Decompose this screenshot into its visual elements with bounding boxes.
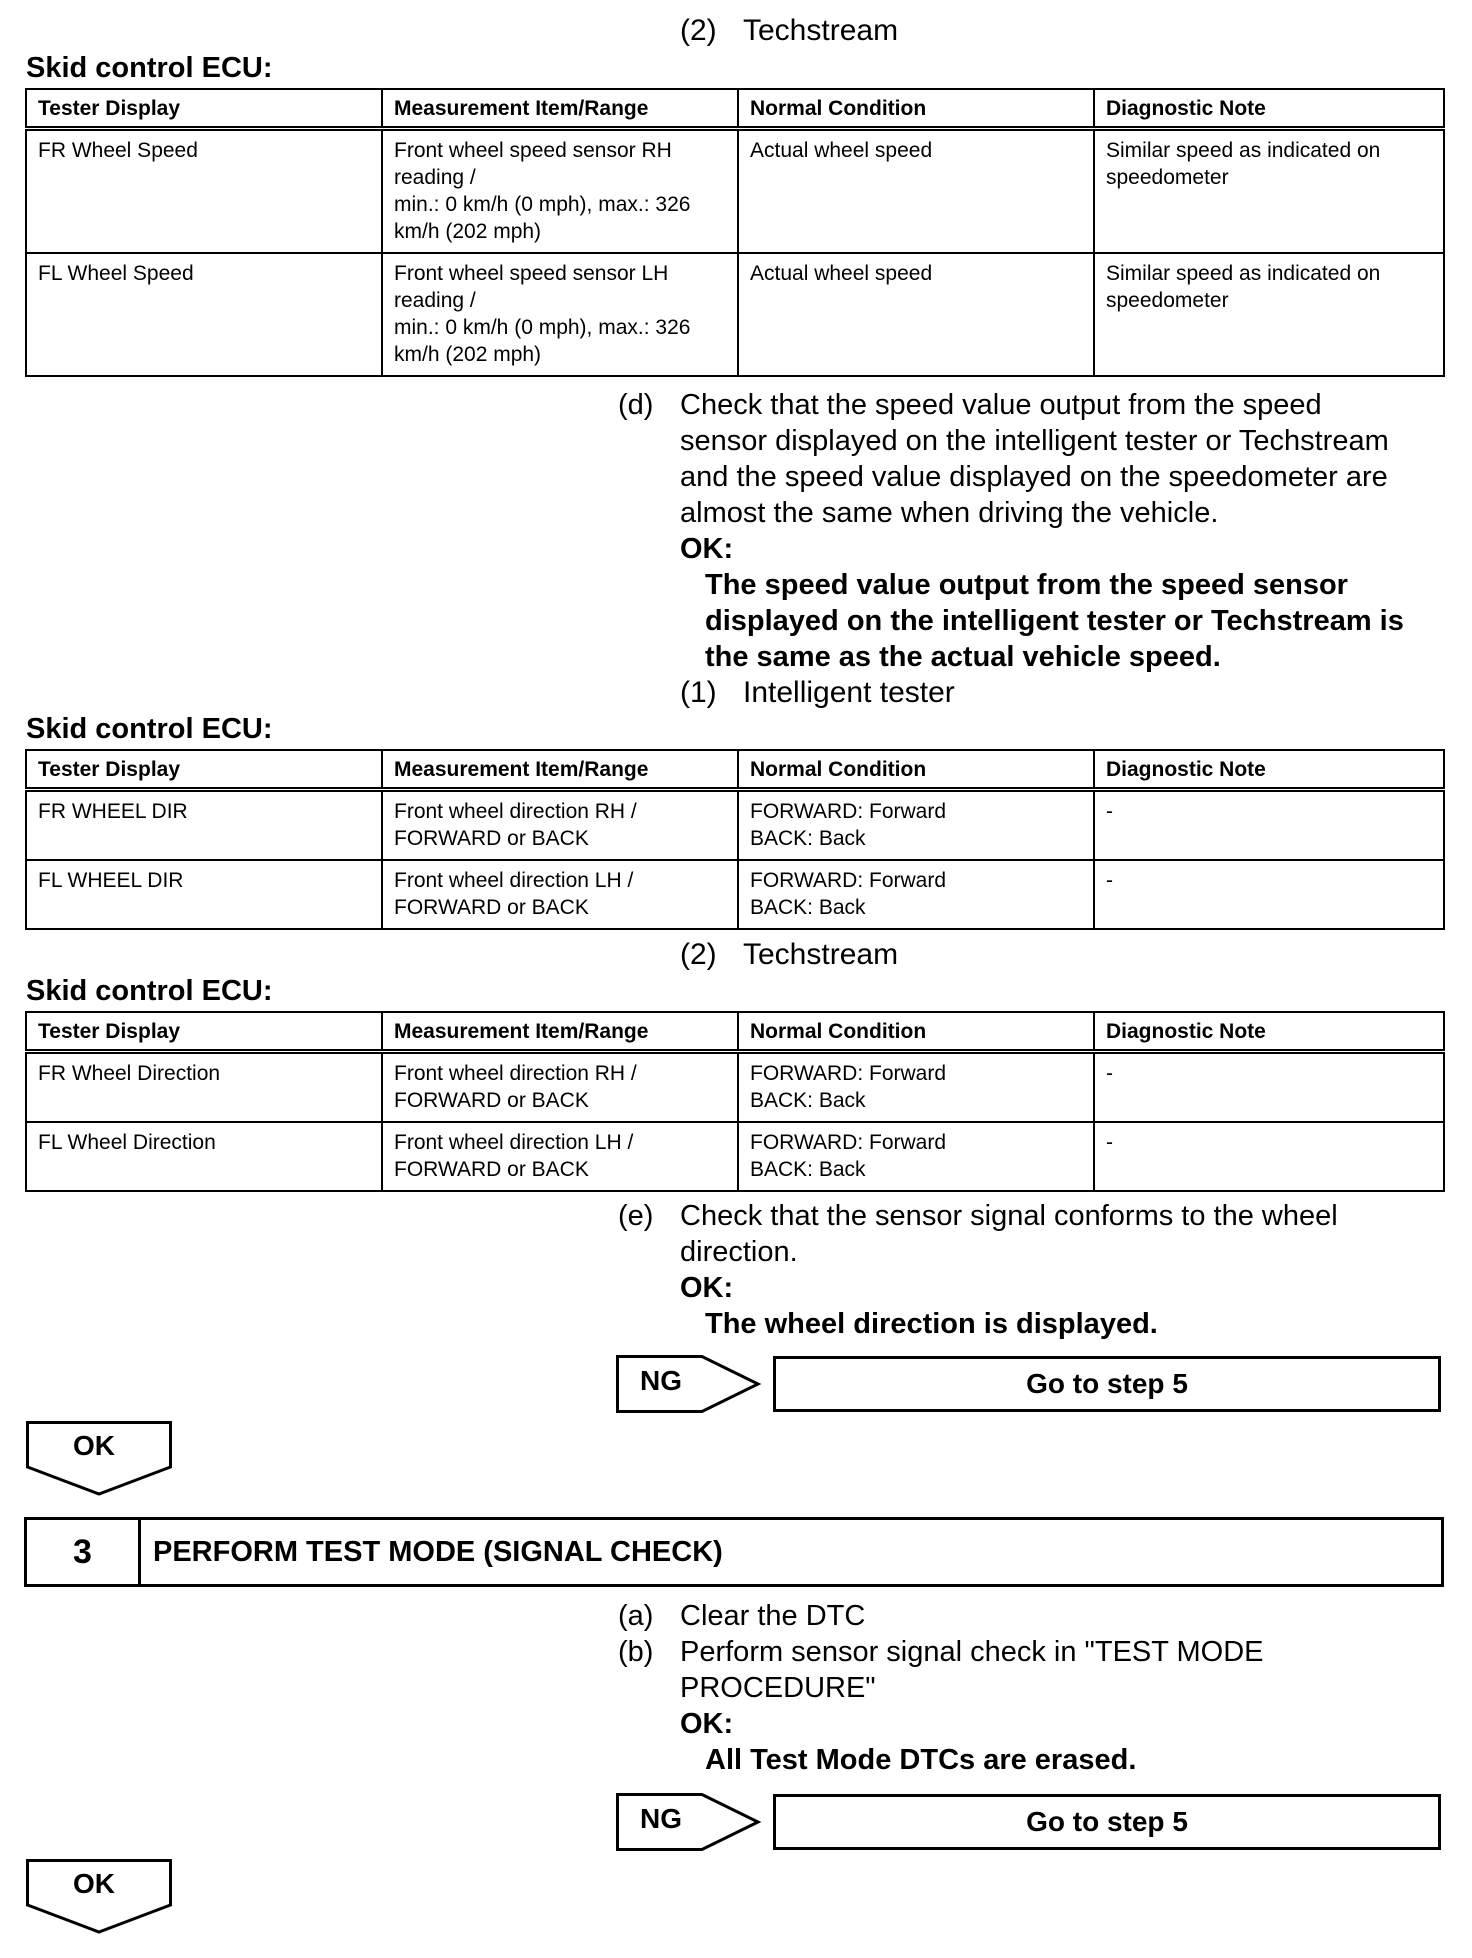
cell-normal: FORWARD: Forward BACK: Back xyxy=(738,860,1094,929)
cell-normal: FORWARD: Forward BACK: Back xyxy=(738,790,1094,861)
section-heading-intelligent-tester: (1) Intelligent tester xyxy=(680,676,955,709)
wheel-direction-table-tester xyxy=(25,749,1445,930)
cell-display: FR WHEEL DIR xyxy=(26,790,382,861)
table-row xyxy=(26,1122,1444,1191)
goto-step-button[interactable]: Go to step 5 xyxy=(773,1794,1441,1850)
cell-range: Front wheel direction LH / FORWARD or BACK xyxy=(382,860,738,929)
col-header: Tester Display xyxy=(26,89,382,129)
cell-range: Front wheel direction RH / FORWARD or BACK xyxy=(382,790,738,861)
cell-range: Front wheel direction LH / FORWARD or BACK xyxy=(382,1122,738,1191)
ecu-label: Skid control ECU: xyxy=(26,52,273,84)
cell-display: FR Wheel Speed xyxy=(26,129,382,254)
ok-label: OK xyxy=(73,1868,115,1899)
ok-down-arrow[interactable] xyxy=(26,1421,172,1496)
cell-range: Front wheel speed sensor LH reading / min.: 0 km/h (0 mph), max.: 326 km/h (202 mph) xyxy=(382,253,738,376)
step-title: PERFORM TEST MODE (SIGNAL CHECK) xyxy=(153,1535,723,1568)
col-header: Diagnostic Note xyxy=(1094,750,1444,790)
col-header: Tester Display xyxy=(26,1012,382,1052)
section-heading-techstream: (2) Techstream xyxy=(680,938,899,971)
cell-normal: Actual wheel speed xyxy=(738,253,1094,376)
col-header: Diagnostic Note xyxy=(1094,89,1444,129)
col-header: Measurement Item/Range xyxy=(382,89,738,129)
ng-arrow[interactable] xyxy=(616,1355,766,1417)
ok-label: OK: xyxy=(680,1272,734,1304)
cell-note: Similar speed as indicated on speedometer xyxy=(1094,129,1444,254)
table-row xyxy=(26,253,1444,376)
ok-text: The speed value output from the speed sensor displayed on the intelligent tester or Techstream is the same as the actual vehicle speed. xyxy=(705,569,1404,673)
ok-label: OK xyxy=(73,1430,115,1461)
goto-step-button[interactable]: Go to step 5 xyxy=(773,1356,1441,1412)
section-heading-techstream: (2) Techstream xyxy=(680,14,899,47)
step-3-body: (a) Clear the DTC (b) Perform sensor signal check in "TEST MODE PROCEDURE" OK: All Test Mode DTCs are erased. xyxy=(618,1598,1448,1778)
col-header: Measurement Item/Range xyxy=(382,750,738,790)
table-row xyxy=(26,790,1444,861)
cell-display: FR Wheel Direction xyxy=(26,1052,382,1123)
ng-arrow-shape xyxy=(616,1793,766,1851)
wheel-direction-table-techstream xyxy=(25,1011,1445,1192)
table-header-row xyxy=(26,89,1444,129)
ng-label: NG xyxy=(640,1365,682,1396)
table-row xyxy=(26,860,1444,929)
cell-normal: Actual wheel speed xyxy=(738,129,1094,254)
cell-display: FL Wheel Direction xyxy=(26,1122,382,1191)
wheel-speed-table xyxy=(25,88,1445,377)
ecu-label: Skid control ECU: xyxy=(26,713,273,745)
col-header: Normal Condition xyxy=(738,750,1094,790)
table-header-row xyxy=(26,1012,1444,1052)
col-header: Measurement Item/Range xyxy=(382,1012,738,1052)
ecu-label: Skid control ECU: xyxy=(26,975,273,1007)
ng-arrow-shape xyxy=(616,1355,766,1413)
ok-label: OK: xyxy=(680,533,734,565)
cell-note: - xyxy=(1094,790,1444,861)
step-number: 3 xyxy=(27,1520,141,1584)
cell-note: - xyxy=(1094,860,1444,929)
cell-note: - xyxy=(1094,1052,1444,1123)
col-header: Tester Display xyxy=(26,750,382,790)
cell-range: Front wheel direction RH / FORWARD or BACK xyxy=(382,1052,738,1123)
cell-normal: FORWARD: Forward BACK: Back xyxy=(738,1052,1094,1123)
cell-note: - xyxy=(1094,1122,1444,1191)
step-e: (e) Check that the sensor signal conforms to the wheel direction. OK: The wheel direction is displayed. xyxy=(618,1198,1448,1342)
ng-arrow[interactable] xyxy=(616,1793,766,1855)
col-header: Diagnostic Note xyxy=(1094,1012,1444,1052)
ng-label: NG xyxy=(640,1803,682,1834)
cell-range: Front wheel speed sensor RH reading / min.: 0 km/h (0 mph), max.: 326 km/h (202 mph) xyxy=(382,129,738,254)
col-header: Normal Condition xyxy=(738,1012,1094,1052)
step-3-header xyxy=(24,1517,1444,1587)
step-d: (d) Check that the speed value output from the speed sensor displayed on the intelligent tester or Techstream and the speed value displayed on the speedometer are almost the same when driving the vehicle. OK: The speed value output from the speed sensor displayed on the intelligent tester or Techstream is the same as the actual vehicle speed. xyxy=(618,387,1448,675)
table-row xyxy=(26,1052,1444,1123)
ok-label: OK: xyxy=(680,1708,734,1740)
ok-text: The wheel direction is displayed. xyxy=(705,1308,1158,1340)
table-header-row xyxy=(26,750,1444,790)
cell-display: FL Wheel Speed xyxy=(26,253,382,376)
cell-note: Similar speed as indicated on speedometer xyxy=(1094,253,1444,376)
ok-text: All Test Mode DTCs are erased. xyxy=(705,1744,1137,1776)
col-header: Normal Condition xyxy=(738,89,1094,129)
cell-normal: FORWARD: Forward BACK: Back xyxy=(738,1122,1094,1191)
table-row xyxy=(26,129,1444,254)
cell-display: FL WHEEL DIR xyxy=(26,860,382,929)
ok-down-arrow[interactable] xyxy=(26,1859,172,1934)
